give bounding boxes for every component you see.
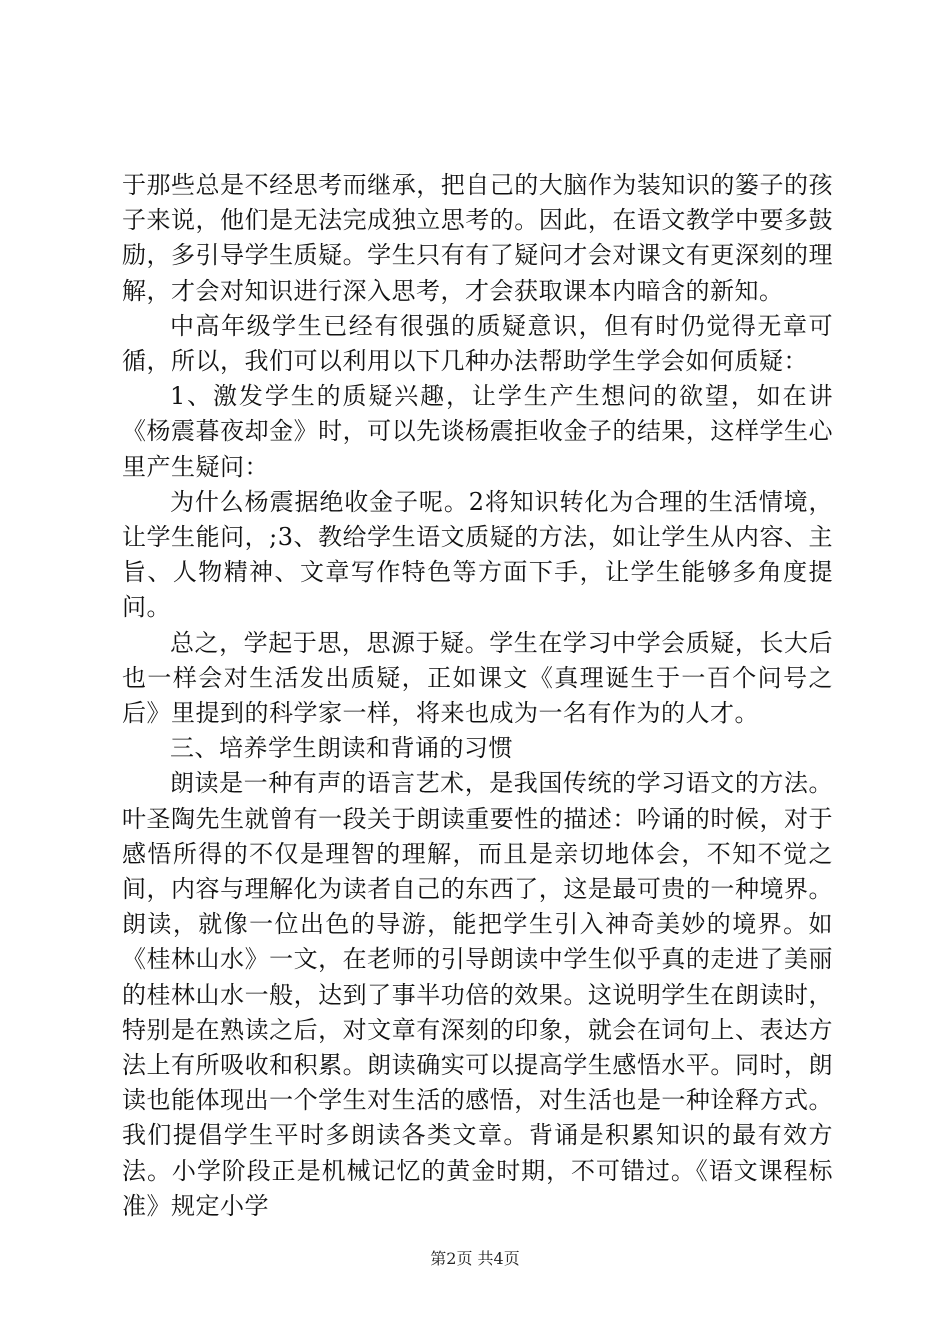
paragraph: 朗读是一种有声的语言艺术，是我国传统的学习语文的方法。叶圣陶先生就曾有一段关于朗读重要性的描述：吟诵的时候，对于感悟所得的不仅是理智的理解，而且是亲切地体会，不知不觉之间，内容与理解化为读者自己的东西了，这是最可贵的一种境界。朗读，就像一位出色的导游，能把学生引入神奇美妙的境界。如《桂林山水》一文，在老师的引导朗读中学生似乎真的走进了美丽的桂林山水一般，达到了事半功倍的效果。这说明学生在朗读时，特别是在熟读之后，对文章有深刻的印象，就会在词句上、表达方法上有所吸收和积累。朗读确实可以提高学生感悟水平。同时，朗读也能体现出一个学生对生活的感悟，对生活也是一种诠释方式。我们提倡学生平时多朗读各类文章。背诵是积累知识的最有效方法。小学阶段正是机械记忆的黄金时期，不可错过。《语文课程标准》规定小学 [122,769,833,1220]
paragraph: 总之，学起于思，思源于疑。学生在学习中学会质疑，长大后也一样会对生活发出质疑，正如课文《真理诞生于一百个问号之后》里提到的科学家一样，将来也成为一名有作为的人才。 [122,628,833,728]
paragraph: 中高年级学生已经有很强的质疑意识，但有时仍觉得无章可循，所以，我们可以利用以下几种办法帮助学生学会如何质疑： [122,311,833,376]
page-body [122,168,833,1224]
section-heading: 三、培养学生朗读和背诵的习惯 [170,734,513,763]
paragraph-continuation: 于那些总是不经思考而继承，把自己的大脑作为装知识的篓子的孩子来说，他们是无法完成独立思考的。因此，在语文教学中要多鼓励，多引导学生质疑。学生只有有了疑问才会对课文有更深刻的理解，才会对知识进行深入思考，才会获取课本内暗含的新知。 [122,171,833,305]
paragraph: 1、激发学生的质疑兴趣，让学生产生想问的欲望，如在讲《杨震暮夜却金》时，可以先谈杨震拒收金子的结果，这样学生心里产生疑问： [122,382,833,481]
page-number-footer: 第2页 共4页 [430,1249,520,1268]
paragraph: 为什么杨震据绝收金子呢。2将知识转化为合理的生活情境，让学生能问，;3、教给学生语文质疑的方法，如让学生从内容、主旨、人物精神、文章写作特色等方面下手，让学生能够多角度提问。 [122,487,833,622]
